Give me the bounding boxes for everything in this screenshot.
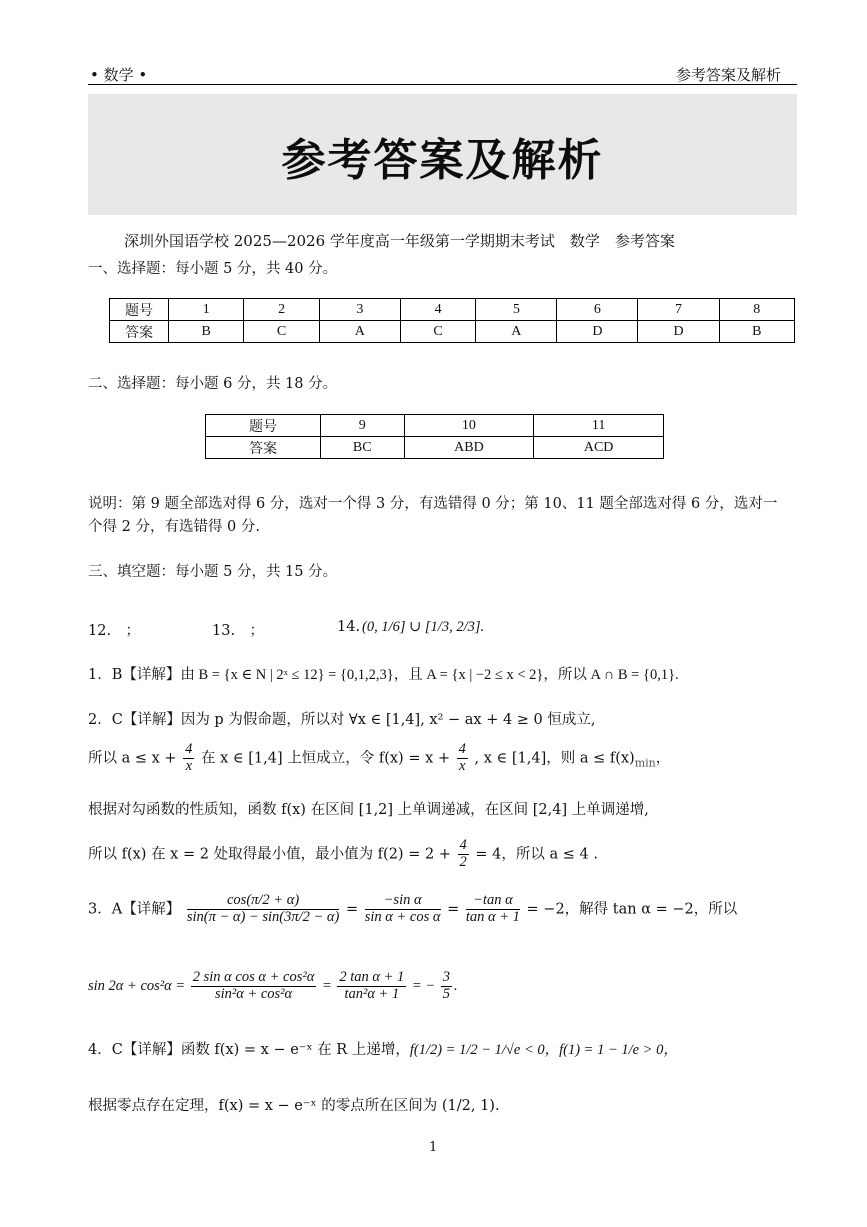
header-divider <box>88 84 797 85</box>
fraction <box>457 742 468 775</box>
scoring-note-line2: 个得 2 分，有选错得 0 分. <box>88 519 260 535</box>
numerator: 4 <box>459 837 467 853</box>
solution-3-line1: 3．A【详解】 $\frac{\cos(\pi/2 + \alpha)}{\sin(\pi - \alpha) - \sin(3\pi/2 - \alpha)}$ = $\frac{\text{−sin α}}{\text{sin α + cos α}}$ = $\frac{\text{−tan α}}{\text{tan α + 1}}$ = −2，解得 tan α = −2，所以 <box>88 892 738 925</box>
solution-label: 1．B【详解】 <box>88 667 181 683</box>
fraction <box>191 970 317 1003</box>
subscript: min <box>634 756 656 770</box>
solution-1 <box>88 663 679 684</box>
denominator: sin α + cos α <box>364 908 441 925</box>
solution-label: 2．C【详解】 <box>88 712 181 728</box>
exam-subtitle: 深圳外国语学校 2025—2026 学年度高一年级第一学期期末考试 数学 参考答案 <box>124 232 675 250</box>
table-cell: C <box>400 321 475 343</box>
solution-2-line1 <box>88 708 596 729</box>
table-cell: A <box>319 321 400 343</box>
denominator: x <box>185 757 193 774</box>
solution-text: 由 B = {x ∈ N | 2ˣ ≤ 12} = {0,1,2,3}，且 A = {x | −2 ≤ x < 2}，所以 A ∩ B = {0,1}. <box>180 667 679 683</box>
table-cell: 11 <box>534 415 664 437</box>
denominator: tan²α + 1 <box>344 985 400 1002</box>
table-cell: ABD <box>404 437 534 459</box>
fraction <box>466 893 520 926</box>
numerator: 2 tan α + 1 <box>339 969 405 985</box>
answer-12: 12. ； <box>88 623 141 639</box>
table-cell: 1 <box>169 299 244 321</box>
table-cell: 答案 <box>206 437 321 459</box>
solution-2-line3: 根据对勾函数的性质知，函数 f(x) 在区间 [1,2] 上单调递减，在区间 [2,4] 上单调递增, <box>88 802 649 818</box>
answer-13: 13. ； <box>212 623 265 639</box>
table-cell: 6 <box>557 299 638 321</box>
solution-text: 函数 f(x) = x − e⁻ˣ 在 R 上递增， <box>180 1042 410 1058</box>
numerator: 4 <box>185 741 193 757</box>
table-cell: 8 <box>719 299 794 321</box>
table-cell: 题号 <box>206 415 321 437</box>
table-row-questions <box>110 299 795 321</box>
table-cell: 2 <box>244 299 319 321</box>
solution-text: 所以 f(x) 在 x = 2 处取得最小值，最小值为 f(2) = 2 + <box>88 846 451 863</box>
fraction <box>183 742 194 775</box>
solution-text: = −2，解得 tan α = −2，所以 <box>526 901 738 918</box>
solution-label: 4．C【详解】 <box>88 1042 181 1058</box>
answer-14: (0, 1/6] ∪ [1/3, 2/3]. <box>362 619 485 635</box>
solution-text: = − <box>411 977 436 994</box>
table-cell: 7 <box>638 299 719 321</box>
denominator: 5 <box>442 985 450 1002</box>
denominator: sin²α + cos²α <box>214 985 293 1002</box>
numerator: 3 <box>442 969 450 985</box>
table-row-answers <box>206 437 664 459</box>
numerator: 2 sin α cos α + cos²α <box>192 969 315 985</box>
table-cell: BC <box>321 437 405 459</box>
title-banner <box>88 94 797 215</box>
table-cell: B <box>719 321 794 343</box>
solution-text: f(1/2) = 1/2 − 1/√e < 0， <box>409 1042 560 1058</box>
denominator: 2 <box>459 853 467 870</box>
punctuation: ， <box>655 750 671 767</box>
table-cell: 题号 <box>110 299 169 321</box>
table-cell: ACD <box>534 437 664 459</box>
numerator: 4 <box>458 741 466 757</box>
answer-14-label: 14. <box>337 619 361 635</box>
fraction <box>365 893 441 926</box>
fraction <box>337 970 406 1003</box>
solution-text: , x ∈ [1,4]，则 a ≤ f(x) <box>474 750 635 767</box>
denominator: tan α + 1 <box>465 908 520 925</box>
table-cell: A <box>476 321 557 343</box>
solution-4-line1 <box>88 1038 678 1059</box>
table-cell: B <box>169 321 244 343</box>
section3-title: 三、填空题：每小题 5 分，共 15 分。 <box>88 564 338 580</box>
table-cell: 答案 <box>110 321 169 343</box>
solution-3-line2: sin 2α + cos²α = $\frac{\text{2 sin α cos α + cos²α}}{\text{sin²α + cos²α}}$ = $\frac{\text{2 tan α + 1}}{\text{tan²α + 1}}$ = − $\frac{3}{5}$ . <box>88 969 458 1002</box>
table-cell: 5 <box>476 299 557 321</box>
solution-text: sin 2α + cos²α = <box>88 977 186 994</box>
fraction <box>458 838 469 871</box>
table-row-questions <box>206 415 664 437</box>
solution-text: 因为 p 为假命题，所以对 ∀x ∈ [1,4], x² − ax + 4 ≥ 0 恒成立, <box>180 712 596 728</box>
solution-text: 在 x ∈ [1,4] 上恒成立，令 f(x) = x + <box>201 750 451 767</box>
solution-text: f(1) = 1 − 1/e > 0， <box>559 1042 678 1058</box>
solution-label: 3．A【详解】 <box>88 901 181 918</box>
scoring-note-line1: 说明：第 9 题全部选对得 6 分，选对一个得 3 分，有选错得 0 分；第 10、11 题全部选对得 6 分，选对一 <box>88 496 778 512</box>
punctuation: . <box>454 977 458 994</box>
answer-table-2 <box>205 414 664 459</box>
page-number: 1 <box>429 1140 438 1155</box>
table-cell: D <box>638 321 719 343</box>
header-subject: • 数学 • <box>90 66 148 84</box>
table-cell: 4 <box>400 299 475 321</box>
section2-title: 二、选择题：每小题 6 分，共 18 分。 <box>88 376 338 392</box>
solution-text: = 4，所以 a ≤ 4 . <box>475 846 598 863</box>
page-title: 参考答案及解析 <box>281 135 604 186</box>
section1-title: 一、选择题：每小题 5 分，共 40 分。 <box>88 261 338 277</box>
numerator: −tan α <box>466 893 520 910</box>
table-cell: 9 <box>321 415 405 437</box>
fraction <box>187 893 340 926</box>
numerator: −sin α <box>365 893 441 910</box>
denominator: sin(π − α) − sin(3π/2 − α) <box>186 908 340 925</box>
table-row-answers <box>110 321 795 343</box>
numerator: cos(π/2 + α) <box>187 893 340 910</box>
header-title: 参考答案及解析 <box>675 66 781 84</box>
answer-table-1 <box>109 298 795 343</box>
table-cell: 3 <box>319 299 400 321</box>
solution-2-line4 <box>88 838 598 871</box>
denominator: x <box>459 757 466 774</box>
table-cell: D <box>557 321 638 343</box>
table-cell: C <box>244 321 319 343</box>
table-cell: 10 <box>404 415 534 437</box>
solution-2-line2 <box>88 742 670 775</box>
solution-text: 所以 a ≤ x + <box>88 750 177 767</box>
fraction <box>441 970 452 1003</box>
solution-4-line2: 根据零点存在定理，f(x) = x − e⁻ˣ 的零点所在区间为 (1/2, 1). <box>88 1098 500 1114</box>
